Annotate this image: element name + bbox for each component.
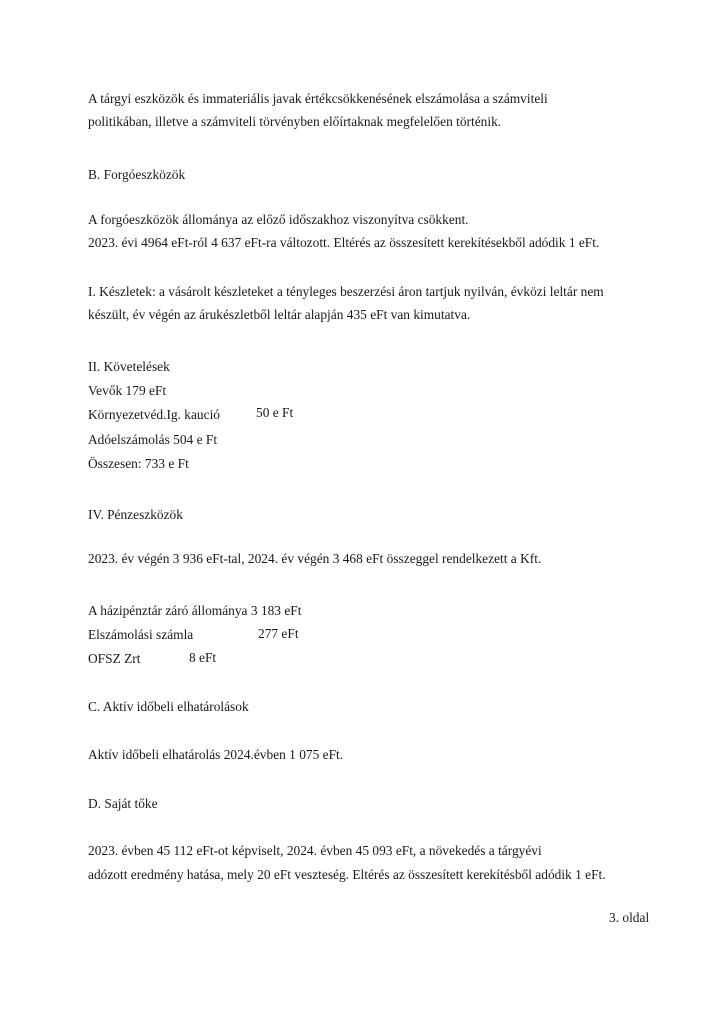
- intro-line-1: A tárgyi eszközök és immateriális javak értékcsökkenésének elszámolása a számviteli: [88, 91, 548, 106]
- keszletek-line-2: készült, év végén az árukészletből leltár alapján 435 eFt van kimutatva.: [88, 307, 471, 322]
- kovetelesek-row-kaucio: Környezetvéd.Ig. kaució: [88, 407, 220, 422]
- kovetelesek-row-vevok: Vevők 179 eFt: [88, 383, 167, 398]
- penzeszkozok-row-elszamolasi: Elszámolási számla: [88, 627, 194, 642]
- section-b-heading: B. Forgóeszközök: [88, 167, 186, 182]
- intro-line-2: politikában, illetve a számviteli törvényben előírtaknak megfelelően történik.: [88, 114, 502, 129]
- kovetelesek-row-osszesen: Összesen: 733 e Ft: [88, 456, 189, 471]
- page-number: 3. oldal: [609, 910, 650, 925]
- section-d-heading: D. Saját tőke: [88, 796, 158, 811]
- section-b-para-line-2: 2023. évi 4964 eFt-ról 4 637 eFt-ra változott. Eltérés az összesített kerekítésekből adódik 1 eFt.: [88, 235, 600, 250]
- kovetelesek-row-kaucio-value: 50 e Ft: [256, 405, 294, 420]
- penzeszkozok-row-ofsz: OFSZ Zrt: [88, 651, 141, 666]
- section-c-para: Aktív időbeli elhatárolás 2024.évben 1 075 eFt.: [88, 747, 344, 762]
- penzeszkozok-row-ofsz-value: 8 eFt: [189, 650, 217, 665]
- section-b-para-line-1: A forgóeszközök állománya az előző időszakhoz viszonyítva csökkent.: [88, 212, 469, 227]
- keszletek-line-1: I. Készletek: a vásárolt készleteket a tényleges beszerzési áron tartjuk nyilván, évközi leltár nem: [88, 284, 604, 299]
- section-c-heading: C. Aktív időbeli elhatárolások: [88, 699, 249, 714]
- penzeszkozok-para: 2023. év végén 3 936 eFt-tal, 2024. év végén 3 468 eFt összeggel rendelkezett a Kft.: [88, 551, 542, 566]
- kovetelesek-row-adoelszamolas: Adóelszámolás 504 e Ft: [88, 432, 218, 447]
- penzeszkozok-row-elszamolasi-value: 277 eFt: [258, 626, 299, 641]
- penzeszkozok-heading: IV. Pénzeszközök: [88, 507, 183, 522]
- section-d-line-2: adózott eredmény hatása, mely 20 eFt veszteség. Eltérés az összesített kerekítésből adódik 1 eFt.: [88, 867, 606, 882]
- section-d-line-1: 2023. évben 45 112 eFt-ot képviselt, 2024. évben 45 093 eFt, a növekedés a tárgyévi: [88, 843, 542, 858]
- penzeszkozok-row-hazipenztar: A házipénztár záró állománya 3 183 eFt: [88, 603, 302, 618]
- kovetelesek-heading: II. Követelések: [88, 359, 170, 374]
